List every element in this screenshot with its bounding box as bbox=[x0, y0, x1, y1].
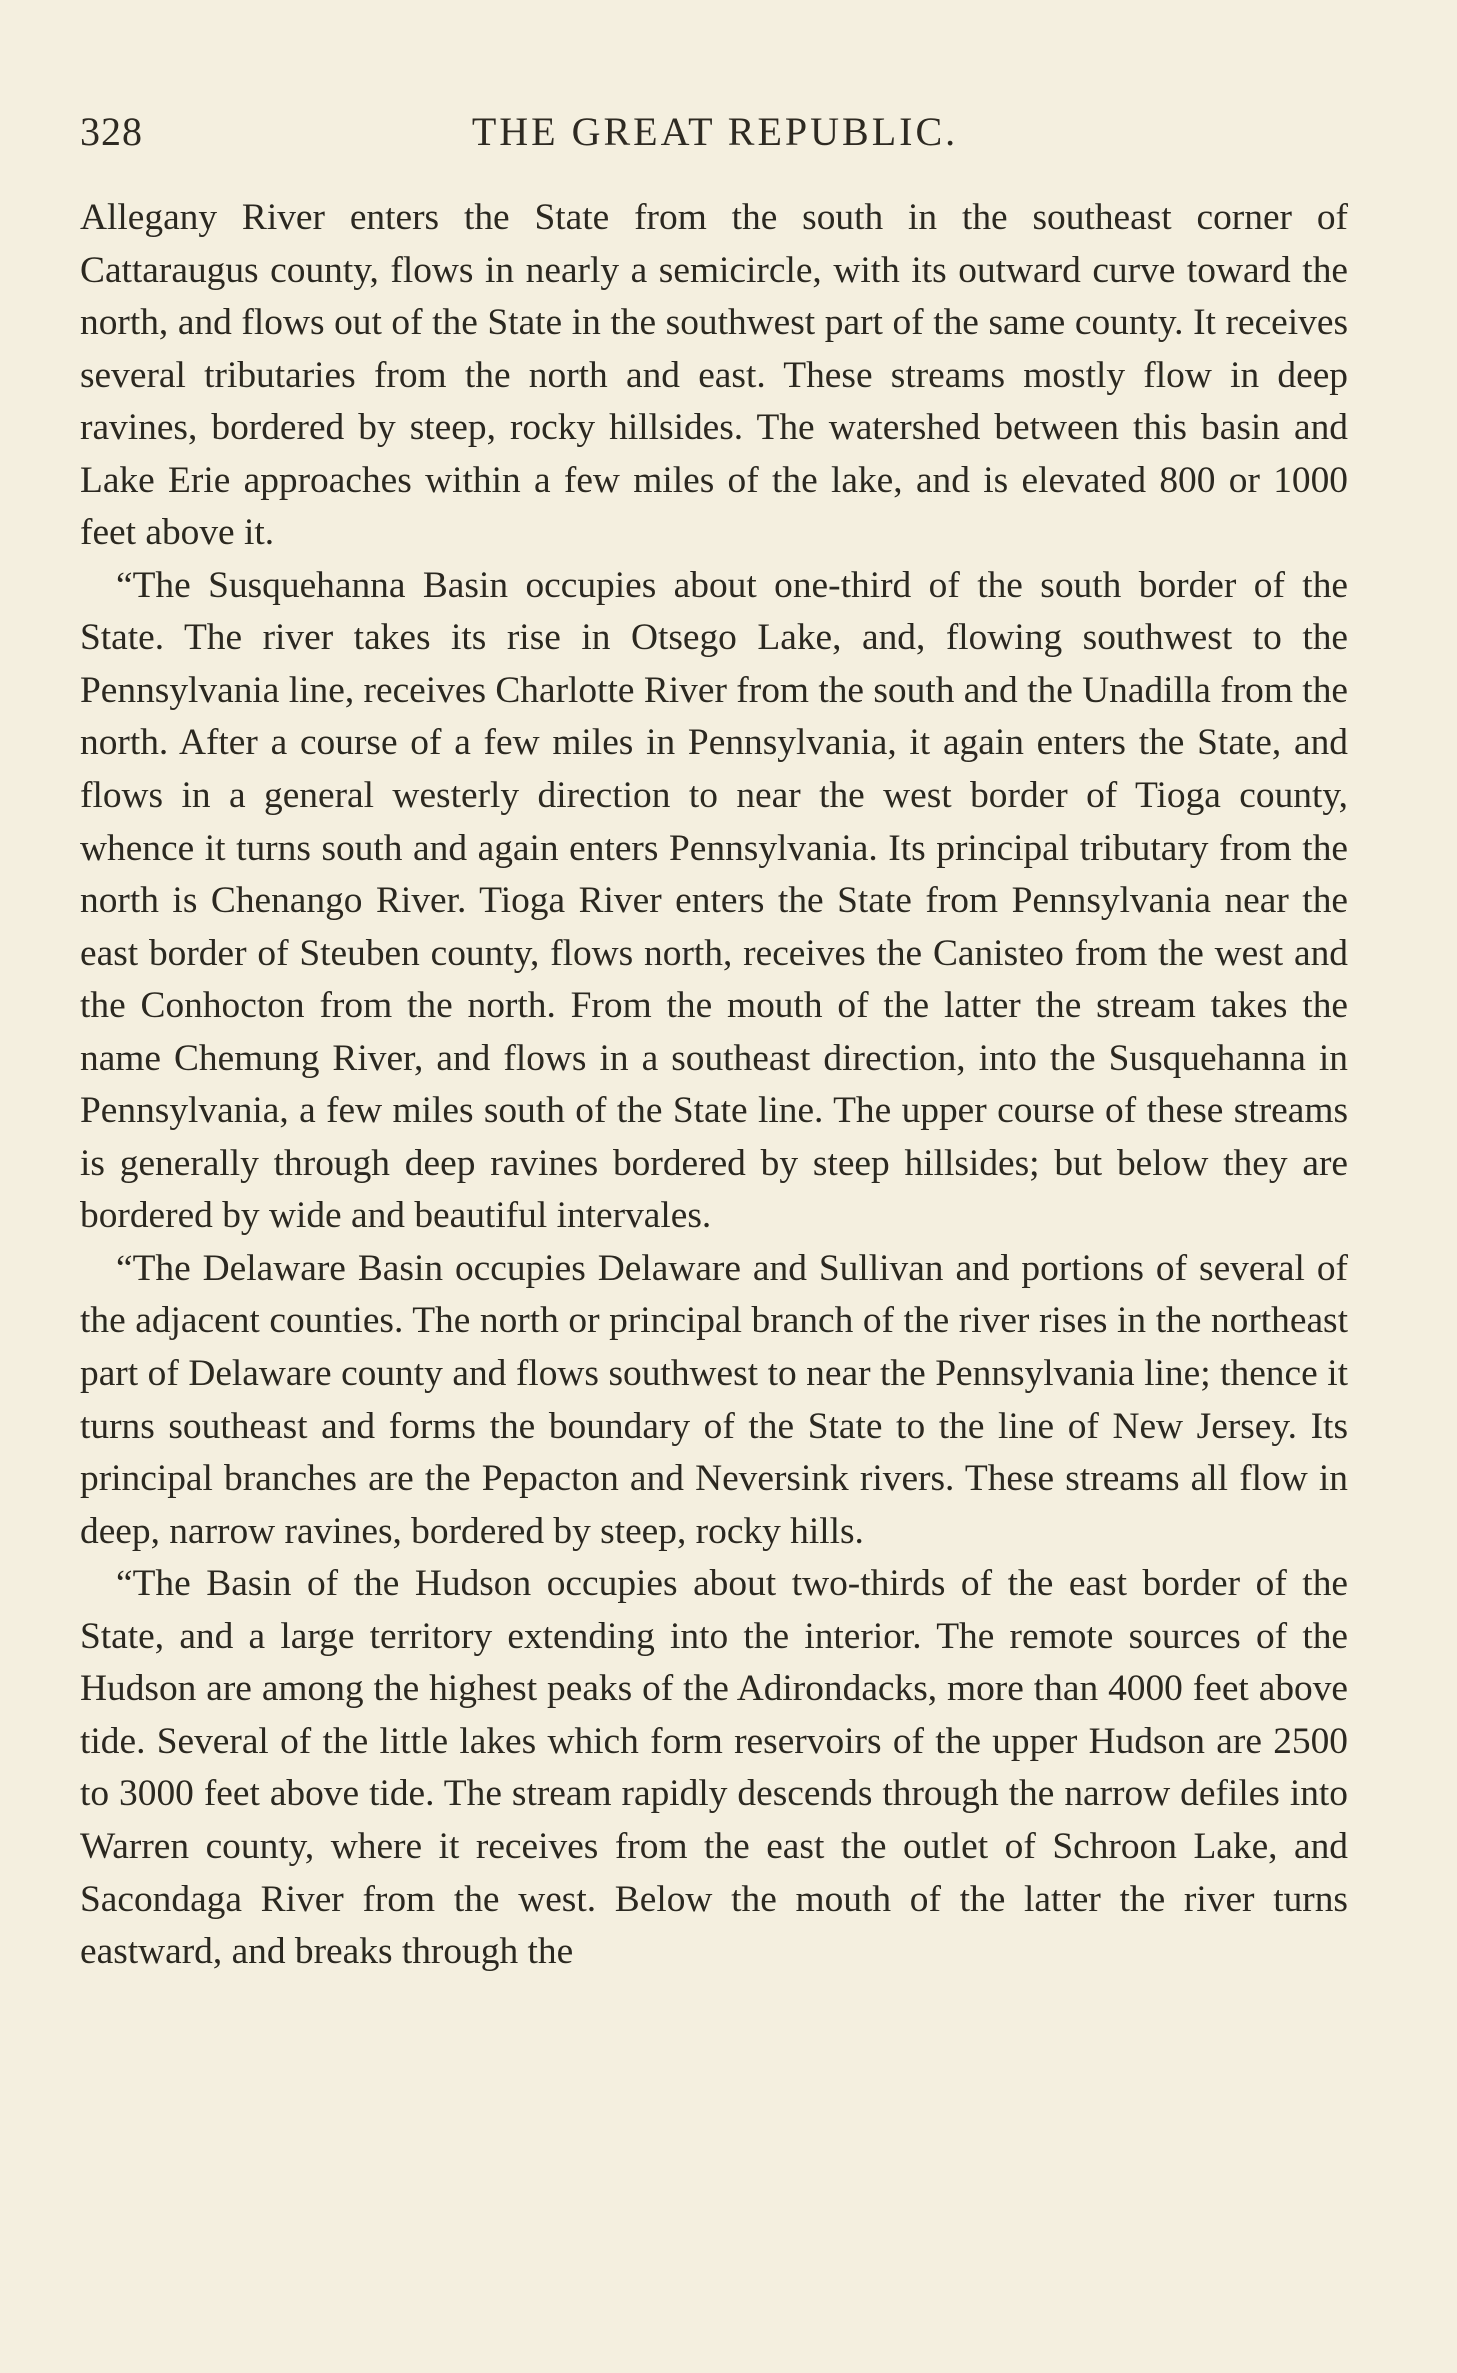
running-title: THE GREAT REPUBLIC. bbox=[471, 109, 959, 154]
running-head bbox=[80, 108, 1350, 168]
paragraph-hudson-basin: “The Basin of the Hudson occupies about two-thirds of the east border of the State, and a large territory extending into the interior. The remote sources of the Hudson are among the highest peaks of the Adirondacks, more than 4000 feet above tide. Several of the little lakes which form reservoirs of the upper Hudson are 2500 to 3000 feet above tide. The stream rapidly descends through the narrow defiles into Warren county, where it receives from the east the outlet of Schroon Lake, and Sacondaga River from the west. Below the mouth of the latter the river turns eastward, and breaks through the bbox=[80, 1563, 1348, 1973]
paragraph-delaware-basin: “The Delaware Basin occupies Delaware and Sullivan and portions of several of the adjacent counties. The north or principal branch of the river rises in the northeast part of Delaware county and flows southwest to near the Pennsylvania line; thence it turns southeast and forms the boundary of the State to the line of New Jersey. Its principal branches are the Pepacton and Neversink rivers. These streams all flow in deep, narrow ravines, bordered by steep, rocky hills. bbox=[80, 1247, 1348, 1552]
body-text bbox=[80, 192, 1348, 1979]
paragraph-allegany: Allegany River enters the State from the south in the southeast corner of Cattaraugus county, flows in nearly a semicircle, with its outward curve toward the north, and flows out of the State in the southwest part of the same county. It receives several tributaries from the north and east. These streams mostly flow in deep ravines, bordered by steep, rocky hillsides. The watershed between this basin and Lake Erie approaches within a few miles of the lake, and is elevated 800 or 1000 feet above it. bbox=[80, 197, 1348, 554]
paragraph-susquehanna-basin: “The Susquehanna Basin occupies about one-third of the south border of the State. The river takes its rise in Otsego Lake, and, flowing southwest to the Pennsylvania line, receives Charlotte River from the south and the Unadilla from the north. After a course of a few miles in Pennsylvania, it again enters the State, and flows in a general westerly direction to near the west border of Tioga county, whence it turns south and again enters Pennsylvania. Its principal tributary from the north is Chenango River. Tioga River enters the State from Pennsylvania near the east border of Steuben county, flows north, receives the Canisteo from the west and the Conhocton from the north. From the mouth of the latter the stream takes the name Chemung River, and flows in a southeast direction, into the Susquehanna in Pennsylvania, a few miles south of the State line. The upper course of these streams is generally through deep ravines bordered by steep hillsides; but below they are bordered by wide and beautiful intervales. bbox=[80, 564, 1348, 1237]
page-number: 328 bbox=[80, 109, 143, 154]
